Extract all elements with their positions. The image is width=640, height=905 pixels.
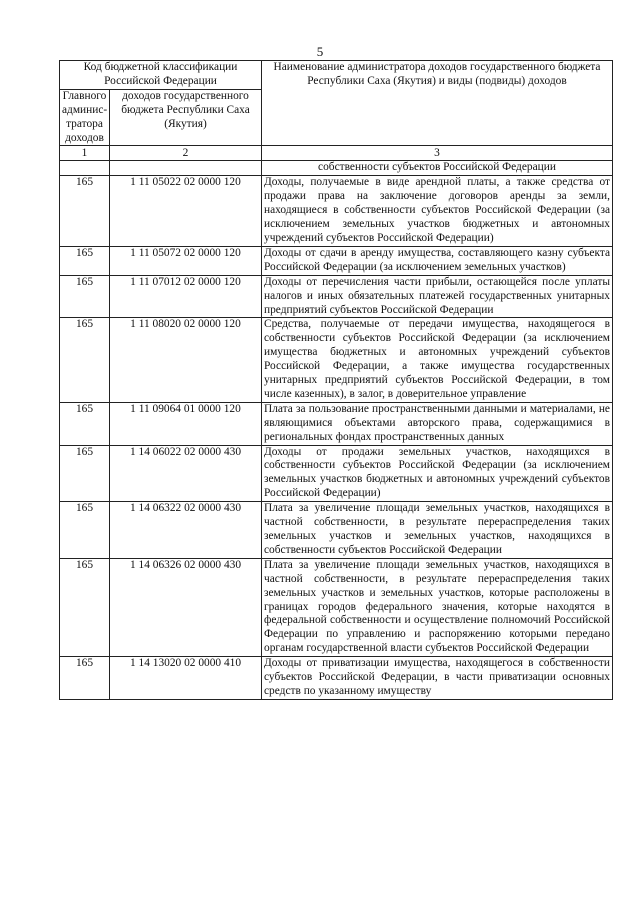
revenue-description: Плата за увеличение площади земельных участков, находящихся в частной собственности, в результате перераспределения таких земельных участков и земельных участков, которые расположены в границах городов федерального значения, которые находятся в федеральной собственности и осуществление полномочий Российской Федерации по управлению и распоряжению которыми передано органам государственной власти субъектов Российской Федерации	[262, 558, 613, 656]
admin-code: 165	[60, 275, 110, 318]
admin-code: 165	[60, 657, 110, 700]
table-row	[60, 246, 613, 275]
revenue-description: Доходы от перечисления части прибыли, остающейся после уплаты налогов и иных обязательных платежей государственных унитарных предприятий субъектов Российской Федерации	[262, 275, 613, 318]
revenue-description: Средства, получаемые от передачи имущества, находящегося в собственности субъектов Российской Федерации (за исключением имущества бюджетных и автономных учреждений субъектов Российской Федерации, а также имущества государственных унитарных предприятий субъектов Российской Федерации, в том числе казенных), в залог, в доверительное управление	[262, 318, 613, 402]
admin-code: 165	[60, 318, 110, 402]
revenue-description: Доходы от сдачи в аренду имущества, составляющего казну субъекта Российской Федерации (за исключением земельных участков)	[262, 246, 613, 275]
budget-code: 1 14 06326 02 0000 430	[110, 558, 262, 656]
budget-code: 1 11 09064 01 0000 120	[110, 402, 262, 445]
table-row	[60, 558, 613, 656]
admin-code: 165	[60, 176, 110, 247]
header-main-administrator: Главного админис-тратора доходов	[60, 89, 110, 146]
header-budget-classification-code: Код бюджетной классификации Российской Федерации	[60, 61, 262, 90]
budget-code: 1 11 05022 02 0000 120	[110, 176, 262, 247]
admin-code: 165	[60, 402, 110, 445]
table-row	[60, 502, 613, 559]
table-row	[60, 445, 613, 502]
header-revenue-code: доходов государственного бюджета Республики Саха (Якутия)	[110, 89, 262, 146]
budget-code: 1 14 13020 02 0000 410	[110, 657, 262, 700]
table-row-continuation	[60, 161, 613, 176]
table-row	[60, 275, 613, 318]
budget-code: 1 14 06322 02 0000 430	[110, 502, 262, 559]
table-row	[60, 657, 613, 700]
page-number: 5	[316, 44, 324, 59]
header-administrator-name: Наименование администратора доходов государственного бюджета Республики Саха (Якутия) и виды (подвиды) доходов	[262, 61, 613, 146]
table-row	[60, 402, 613, 445]
budget-classification-table	[59, 60, 613, 700]
budget-code: 1 11 08020 02 0000 120	[110, 318, 262, 402]
revenue-description: Плата за пользование пространственными данными и материалами, не являющимися объектами авторского права, содержащимися в региональных фондах пространственных данных	[262, 402, 613, 445]
table-row	[60, 176, 613, 247]
admin-code: 165	[60, 246, 110, 275]
header-row-group	[60, 61, 613, 90]
column-number-3: 3	[262, 146, 613, 161]
continuation-code-cell	[110, 161, 262, 176]
budget-code: 1 14 06022 02 0000 430	[110, 445, 262, 502]
revenue-description: Доходы от приватизации имущества, находящегося в собственности субъектов Российской Федерации, в части приватизации основных средств по указанному имуществу	[262, 657, 613, 700]
column-number-2: 2	[110, 146, 262, 161]
admin-code: 165	[60, 558, 110, 656]
continuation-admin-cell	[60, 161, 110, 176]
admin-code: 165	[60, 502, 110, 559]
budget-code: 1 11 07012 02 0000 120	[110, 275, 262, 318]
revenue-description: Доходы, получаемые в виде арендной платы, а также средства от продажи права на заключение договоров аренды за земли, находящиеся в собственности субъектов Российской Федерации (за исключением земельных участков бюджетных и автономных учреждений субъектов Российской Федерации)	[262, 176, 613, 247]
header-row-column-numbers	[60, 146, 613, 161]
budget-code: 1 11 05072 02 0000 120	[110, 246, 262, 275]
continuation-text: собственности субъектов Российской Федерации	[262, 161, 613, 176]
revenue-description: Плата за увеличение площади земельных участков, находящихся в частной собственности, в результате перераспределения таких земельных участков и земельных участков, находящихся в собственности субъектов Российской Федерации	[262, 502, 613, 559]
column-number-1: 1	[60, 146, 110, 161]
revenue-description: Доходы от продажи земельных участков, находящихся в собственности субъектов Российской Федерации (за исключением земельных участков бюджетных и автономных учреждений субъектов Российской Федерации)	[262, 445, 613, 502]
table-row	[60, 318, 613, 402]
admin-code: 165	[60, 445, 110, 502]
